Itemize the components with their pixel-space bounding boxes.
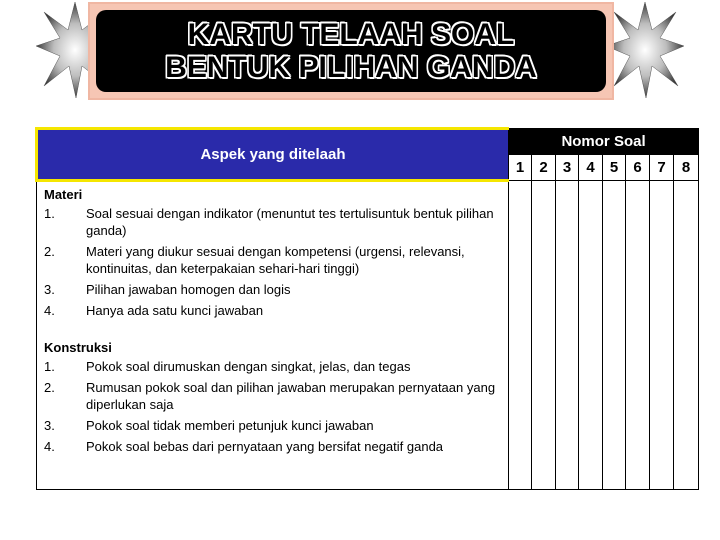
list-item xyxy=(44,243,498,277)
check-cell-2[interactable] xyxy=(532,181,556,490)
check-cell-1[interactable] xyxy=(509,181,532,490)
item-number: 4. xyxy=(44,303,55,318)
aspect-content-cell xyxy=(37,181,509,490)
list-item xyxy=(44,281,498,298)
item-number: 3. xyxy=(44,282,55,297)
title-banner xyxy=(96,10,606,92)
list-item xyxy=(44,205,498,239)
list-item xyxy=(44,379,498,413)
check-cell-4[interactable] xyxy=(579,181,603,490)
materi-list xyxy=(44,205,498,319)
nomor-col-8: 8 xyxy=(674,155,699,181)
list-item xyxy=(44,358,498,375)
item-text: Rumusan pokok soal dan pilihan jawaban merupakan pernyataan yang diperlukan saja xyxy=(86,380,496,412)
section-gap xyxy=(44,323,498,339)
nomor-col-6: 6 xyxy=(626,155,650,181)
item-text: Pokok soal bebas dari pernyataan yang bersifat negatif ganda xyxy=(86,439,444,454)
check-cell-8[interactable] xyxy=(674,181,699,490)
list-item xyxy=(44,302,498,319)
list-item xyxy=(44,417,498,434)
nomor-col-1: 1 xyxy=(509,155,532,181)
title-line-1: KARTU TELAAH SOAL xyxy=(187,18,515,51)
title-line-2: BENTUK PILIHAN GANDA xyxy=(165,51,537,84)
nomor-soal-header: Nomor Soal xyxy=(509,129,699,155)
list-item xyxy=(44,438,498,455)
item-number: 3. xyxy=(44,418,55,433)
nomor-col-5: 5 xyxy=(603,155,626,181)
item-text: Pilihan jawaban homogen dan logis xyxy=(86,282,291,297)
check-cell-7[interactable] xyxy=(650,181,674,490)
aspect-header: Aspek yang ditelaah xyxy=(37,129,509,181)
item-text: Pokok soal tidak memberi petunjuk kunci jawaban xyxy=(86,418,374,433)
nomor-col-3: 3 xyxy=(556,155,579,181)
nomor-col-4: 4 xyxy=(579,155,603,181)
item-number: 4. xyxy=(44,439,55,454)
content-row xyxy=(37,181,699,490)
konstruksi-list xyxy=(44,358,498,455)
item-text: Hanya ada satu kunci jawaban xyxy=(86,303,264,318)
check-cell-5[interactable] xyxy=(603,181,626,490)
check-cell-6[interactable] xyxy=(626,181,650,490)
item-text: Pokok soal dirumuskan dengan singkat, jelas, dan tegas xyxy=(86,359,411,374)
item-number: 1. xyxy=(44,359,55,374)
item-text: Materi yang diukur sesuai dengan kompetensi (urgensi, relevansi, kontinuitas, dan keterpakaian sehari-hari tinggi) xyxy=(86,244,465,276)
review-table xyxy=(35,127,699,490)
item-number: 2. xyxy=(44,244,55,259)
starburst-right-icon xyxy=(606,0,684,100)
section-heading-materi: Materi xyxy=(44,187,83,202)
nomor-col-7: 7 xyxy=(650,155,674,181)
section-heading-konstruksi: Konstruksi xyxy=(44,340,112,355)
item-text: Soal sesuai dengan indikator (menuntut tes tertulisuntuk bentuk pilihan ganda) xyxy=(86,206,494,238)
item-number: 2. xyxy=(44,380,55,395)
item-number: 1. xyxy=(44,206,55,221)
nomor-col-2: 2 xyxy=(532,155,556,181)
check-cell-3[interactable] xyxy=(556,181,579,490)
